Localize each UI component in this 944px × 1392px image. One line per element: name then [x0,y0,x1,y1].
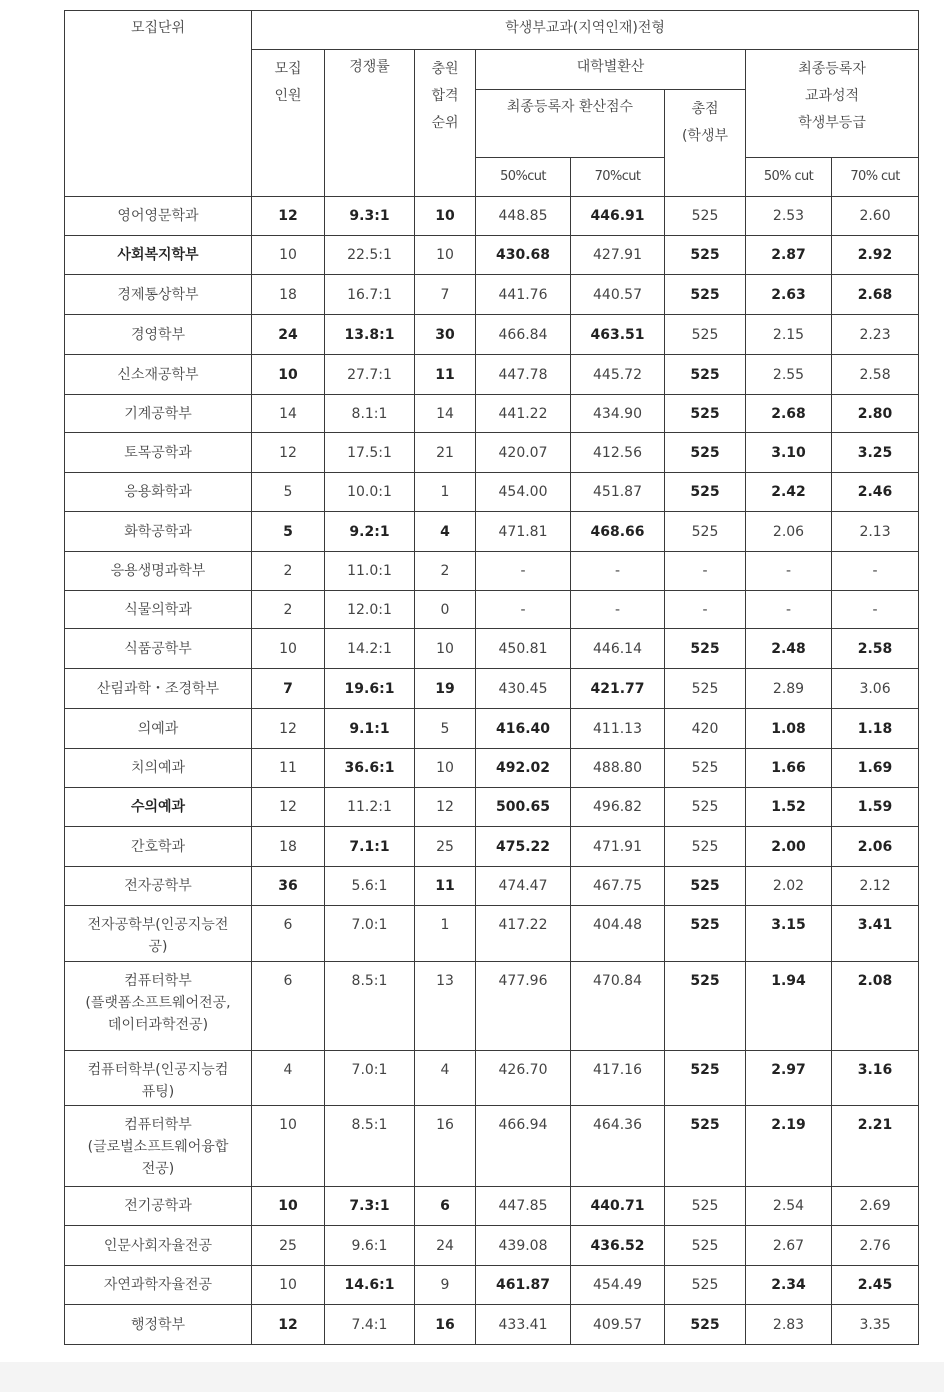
cell-additional-rank: 19 [415,669,476,709]
cell-grade-50cut: 1.94 [746,962,832,1051]
cell-total-score: 525 [665,867,746,906]
cell-additional-rank: 16 [415,1305,476,1345]
cell-unit-name: 경제통상학부 [65,275,252,315]
cell-grade-50cut: 1.08 [746,709,832,749]
cell-recruit-count: 4 [252,1051,325,1106]
cell-total-score: 525 [665,1106,746,1187]
cell-additional-rank: 5 [415,709,476,749]
cell-recruit-count: 2 [252,591,325,629]
table-row [65,433,919,473]
cell-competition-rate: 12.0:1 [325,591,415,629]
cell-total-score: 525 [665,962,746,1051]
table-row [65,906,919,962]
header-univ-conversion: 대학별환산 [476,50,746,90]
cell-total-score: 525 [665,1226,746,1266]
table-row [65,1187,919,1226]
cell-conv-70cut: - [571,591,665,629]
cell-grade-70cut: 2.60 [832,197,919,236]
cell-conv-50cut: 441.22 [476,395,571,433]
cell-unit-name: 인문사회자율전공 [65,1226,252,1266]
cell-recruit-count: 6 [252,962,325,1051]
cell-additional-rank: 21 [415,433,476,473]
cell-competition-rate: 11.0:1 [325,552,415,591]
cell-recruit-count: 18 [252,275,325,315]
table-row [65,1266,919,1305]
header-conv-70cut: 70%cut [571,158,665,197]
cell-recruit-count: 10 [252,629,325,669]
cell-competition-rate: 14.6:1 [325,1266,415,1305]
cell-conv-50cut: 420.07 [476,433,571,473]
header-final-grade: 최종등록자 교과성적 학생부등급 [746,50,919,158]
cell-unit-name: 식품공학부 [65,629,252,669]
cell-conv-50cut: 454.00 [476,473,571,512]
cell-total-score: 525 [665,749,746,788]
cell-grade-50cut: 2.42 [746,473,832,512]
cell-grade-70cut: 1.18 [832,709,919,749]
cell-additional-rank: 6 [415,1187,476,1226]
cell-conv-70cut: 488.80 [571,749,665,788]
cell-grade-70cut: 3.41 [832,906,919,962]
cell-grade-70cut: 3.25 [832,433,919,473]
cell-recruit-count: 5 [252,473,325,512]
cell-recruit-count: 12 [252,197,325,236]
cell-conv-50cut: 447.85 [476,1187,571,1226]
cell-recruit-count: 7 [252,669,325,709]
cell-competition-rate: 14.2:1 [325,629,415,669]
table-row [65,962,919,1051]
cell-grade-50cut: 2.34 [746,1266,832,1305]
cell-unit-name: 전자공학부(인공지능전 공) [65,906,252,962]
table-row [65,1106,919,1187]
cell-total-score: 525 [665,1305,746,1345]
header-grade-50cut: 50% cut [746,158,832,197]
table-row [65,749,919,788]
cell-grade-50cut: 2.15 [746,315,832,355]
table-row [65,315,919,355]
cell-competition-rate: 8.5:1 [325,962,415,1051]
cell-grade-70cut: 3.16 [832,1051,919,1106]
cell-unit-name: 자연과학자율전공 [65,1266,252,1305]
cell-grade-50cut: 2.19 [746,1106,832,1187]
cell-competition-rate: 9.1:1 [325,709,415,749]
cell-conv-70cut: 440.57 [571,275,665,315]
cell-additional-rank: 25 [415,827,476,867]
header-final-conversion-score: 최종등록자 환산점수 [476,90,665,158]
cell-conv-50cut: 474.47 [476,867,571,906]
cell-competition-rate: 22.5:1 [325,236,415,275]
cell-competition-rate: 7.1:1 [325,827,415,867]
cell-competition-rate: 11.2:1 [325,788,415,827]
cell-conv-70cut: 468.66 [571,512,665,552]
cell-total-score: 525 [665,1051,746,1106]
cell-competition-rate: 17.5:1 [325,433,415,473]
cell-grade-50cut: - [746,591,832,629]
table-row [65,197,919,236]
cell-conv-70cut: 496.82 [571,788,665,827]
cell-additional-rank: 14 [415,395,476,433]
cell-conv-70cut: 471.91 [571,827,665,867]
header-recruit-count: 모집 인원 [252,50,325,197]
cell-conv-50cut: 471.81 [476,512,571,552]
cell-grade-70cut: 2.58 [832,355,919,395]
cell-recruit-count: 36 [252,867,325,906]
cell-conv-70cut: 434.90 [571,395,665,433]
cell-unit-name: 컴퓨터학부 (글로벌소프트웨어융합 전공) [65,1106,252,1187]
cell-total-score: 525 [665,629,746,669]
cell-recruit-count: 25 [252,1226,325,1266]
cell-unit-name: 치의예과 [65,749,252,788]
cell-grade-50cut: 3.15 [746,906,832,962]
cell-grade-70cut: 2.92 [832,236,919,275]
cell-grade-70cut: 3.06 [832,669,919,709]
cell-unit-name: 기계공학부 [65,395,252,433]
cell-grade-50cut: 3.10 [746,433,832,473]
table-row [65,473,919,512]
cell-conv-70cut: 470.84 [571,962,665,1051]
cell-grade-70cut: 2.06 [832,827,919,867]
cell-recruit-count: 5 [252,512,325,552]
cell-competition-rate: 5.6:1 [325,867,415,906]
cell-total-score: - [665,591,746,629]
cell-total-score: 525 [665,236,746,275]
cell-competition-rate: 16.7:1 [325,275,415,315]
header-competition-rate: 경쟁률 [325,50,415,197]
cell-conv-70cut: 411.13 [571,709,665,749]
cell-conv-50cut: 477.96 [476,962,571,1051]
cell-conv-50cut: 430.68 [476,236,571,275]
cell-total-score: 525 [665,355,746,395]
cell-grade-50cut: 2.06 [746,512,832,552]
cell-total-score: 525 [665,788,746,827]
table-row [65,788,919,827]
cell-grade-50cut: 2.68 [746,395,832,433]
cell-conv-70cut: 421.77 [571,669,665,709]
cell-recruit-count: 14 [252,395,325,433]
cell-grade-70cut: 2.80 [832,395,919,433]
cell-unit-name: 응용생명과학부 [65,552,252,591]
cell-total-score: 525 [665,1187,746,1226]
cell-conv-70cut: 446.14 [571,629,665,669]
cell-recruit-count: 10 [252,236,325,275]
cell-competition-rate: 27.7:1 [325,355,415,395]
cell-grade-50cut: 2.02 [746,867,832,906]
cell-additional-rank: 30 [415,315,476,355]
table-row [65,1305,919,1345]
cell-conv-50cut: - [476,591,571,629]
cell-additional-rank: 1 [415,906,476,962]
header-total-score: 총점 (학생부 [665,90,746,197]
cell-recruit-count: 6 [252,906,325,962]
cell-grade-70cut: 1.69 [832,749,919,788]
cell-grade-50cut: 2.87 [746,236,832,275]
cell-additional-rank: 1 [415,473,476,512]
header-conv-50cut: 50%cut [476,158,571,197]
cell-grade-70cut: 2.58 [832,629,919,669]
cell-total-score: 525 [665,197,746,236]
header-admission-type: 학생부교과(지역인재)전형 [252,11,919,50]
cell-total-score: 525 [665,315,746,355]
table-row [65,827,919,867]
cell-unit-name: 영어영문학과 [65,197,252,236]
cell-additional-rank: 9 [415,1266,476,1305]
cell-conv-50cut: 466.94 [476,1106,571,1187]
cell-recruit-count: 24 [252,315,325,355]
cell-grade-70cut: - [832,552,919,591]
cell-recruit-count: 12 [252,709,325,749]
cell-grade-50cut: 2.83 [746,1305,832,1345]
cell-total-score: 525 [665,512,746,552]
cell-unit-name: 토목공학과 [65,433,252,473]
cell-unit-name: 행정학부 [65,1305,252,1345]
cell-competition-rate: 7.4:1 [325,1305,415,1345]
cell-unit-name: 전자공학부 [65,867,252,906]
cell-total-score: 525 [665,275,746,315]
cell-grade-70cut: - [832,591,919,629]
cell-unit-name: 화학공학과 [65,512,252,552]
cell-conv-70cut: 445.72 [571,355,665,395]
cell-grade-70cut: 2.68 [832,275,919,315]
cell-total-score: 525 [665,669,746,709]
header-unit: 모집단위 [65,11,252,197]
cell-grade-50cut: 2.00 [746,827,832,867]
cell-unit-name: 의예과 [65,709,252,749]
admission-results-table [64,10,919,1345]
cell-competition-rate: 9.3:1 [325,197,415,236]
cell-grade-50cut: 2.67 [746,1226,832,1266]
cell-unit-name: 전기공학과 [65,1187,252,1226]
cell-additional-rank: 13 [415,962,476,1051]
cell-total-score: 525 [665,906,746,962]
cell-conv-70cut: 467.75 [571,867,665,906]
cell-conv-70cut: 464.36 [571,1106,665,1187]
cell-additional-rank: 7 [415,275,476,315]
cell-conv-50cut: 441.76 [476,275,571,315]
cell-total-score: - [665,552,746,591]
cell-conv-70cut: 454.49 [571,1266,665,1305]
cell-competition-rate: 13.8:1 [325,315,415,355]
cell-conv-70cut: - [571,552,665,591]
cell-grade-70cut: 3.35 [832,1305,919,1345]
cell-competition-rate: 9.2:1 [325,512,415,552]
cell-conv-50cut: 439.08 [476,1226,571,1266]
cell-grade-50cut: - [746,552,832,591]
cell-additional-rank: 16 [415,1106,476,1187]
cell-additional-rank: 0 [415,591,476,629]
cell-grade-50cut: 2.48 [746,629,832,669]
cell-grade-50cut: 2.63 [746,275,832,315]
cell-conv-50cut: 492.02 [476,749,571,788]
cell-competition-rate: 8.5:1 [325,1106,415,1187]
cell-additional-rank: 10 [415,197,476,236]
cell-additional-rank: 10 [415,749,476,788]
cell-unit-name: 수의예과 [65,788,252,827]
cell-total-score: 525 [665,827,746,867]
cell-conv-50cut: 430.45 [476,669,571,709]
cell-grade-70cut: 2.13 [832,512,919,552]
cell-unit-name: 산림과학・조경학부 [65,669,252,709]
cell-competition-rate: 7.3:1 [325,1187,415,1226]
cell-competition-rate: 8.1:1 [325,395,415,433]
table-row [65,355,919,395]
table-row [65,629,919,669]
cell-unit-name: 컴퓨터학부(인공지능컴 퓨팅) [65,1051,252,1106]
cell-conv-50cut: 475.22 [476,827,571,867]
cell-grade-50cut: 2.53 [746,197,832,236]
table-row [65,1051,919,1106]
bottom-strip [0,1362,944,1392]
cell-unit-name: 경영학부 [65,315,252,355]
cell-grade-50cut: 2.55 [746,355,832,395]
cell-unit-name: 간호학과 [65,827,252,867]
cell-competition-rate: 9.6:1 [325,1226,415,1266]
cell-grade-70cut: 2.46 [832,473,919,512]
table-row [65,709,919,749]
cell-recruit-count: 10 [252,355,325,395]
cell-conv-70cut: 409.57 [571,1305,665,1345]
cell-conv-70cut: 440.71 [571,1187,665,1226]
cell-grade-50cut: 1.66 [746,749,832,788]
cell-grade-70cut: 2.08 [832,962,919,1051]
header-grade-70cut: 70% cut [832,158,919,197]
table-row [65,669,919,709]
cell-additional-rank: 11 [415,867,476,906]
cell-recruit-count: 10 [252,1106,325,1187]
cell-additional-rank: 4 [415,512,476,552]
cell-recruit-count: 12 [252,433,325,473]
cell-grade-70cut: 1.59 [832,788,919,827]
table-row [65,395,919,433]
cell-grade-70cut: 2.12 [832,867,919,906]
cell-unit-name: 식물의학과 [65,591,252,629]
cell-conv-50cut: 500.65 [476,788,571,827]
cell-conv-70cut: 427.91 [571,236,665,275]
cell-conv-70cut: 404.48 [571,906,665,962]
cell-recruit-count: 12 [252,1305,325,1345]
cell-conv-50cut: 450.81 [476,629,571,669]
table-body [65,197,919,1345]
cell-competition-rate: 19.6:1 [325,669,415,709]
cell-total-score: 525 [665,433,746,473]
cell-unit-name: 컴퓨터학부 (플랫폼소프트웨어전공, 데이터과학전공) [65,962,252,1051]
cell-grade-70cut: 2.45 [832,1266,919,1305]
table-row [65,1226,919,1266]
cell-recruit-count: 2 [252,552,325,591]
cell-grade-50cut: 2.97 [746,1051,832,1106]
cell-competition-rate: 36.6:1 [325,749,415,788]
cell-additional-rank: 12 [415,788,476,827]
cell-conv-70cut: 412.56 [571,433,665,473]
cell-unit-name: 응용화학과 [65,473,252,512]
table-row [65,591,919,629]
cell-unit-name: 신소재공학부 [65,355,252,395]
cell-conv-70cut: 446.91 [571,197,665,236]
cell-competition-rate: 7.0:1 [325,906,415,962]
cell-total-score: 525 [665,1266,746,1305]
cell-grade-70cut: 2.69 [832,1187,919,1226]
cell-conv-50cut: 466.84 [476,315,571,355]
cell-conv-50cut: 461.87 [476,1266,571,1305]
cell-additional-rank: 11 [415,355,476,395]
cell-recruit-count: 10 [252,1266,325,1305]
cell-conv-50cut: 417.22 [476,906,571,962]
table-row [65,236,919,275]
cell-conv-70cut: 463.51 [571,315,665,355]
cell-unit-name: 사회복지학부 [65,236,252,275]
cell-grade-70cut: 2.21 [832,1106,919,1187]
cell-grade-50cut: 2.89 [746,669,832,709]
cell-grade-70cut: 2.76 [832,1226,919,1266]
cell-additional-rank: 2 [415,552,476,591]
cell-conv-50cut: 433.41 [476,1305,571,1345]
cell-total-score: 525 [665,395,746,433]
cell-conv-70cut: 417.16 [571,1051,665,1106]
cell-additional-rank: 10 [415,629,476,669]
cell-recruit-count: 10 [252,1187,325,1226]
cell-additional-rank: 24 [415,1226,476,1266]
table-row [65,552,919,591]
cell-competition-rate: 10.0:1 [325,473,415,512]
header-additional-rank: 충원 합격 순위 [415,50,476,197]
table-row [65,275,919,315]
cell-conv-70cut: 451.87 [571,473,665,512]
cell-recruit-count: 11 [252,749,325,788]
cell-grade-70cut: 2.23 [832,315,919,355]
cell-conv-50cut: - [476,552,571,591]
cell-conv-50cut: 448.85 [476,197,571,236]
cell-grade-50cut: 2.54 [746,1187,832,1226]
cell-conv-50cut: 416.40 [476,709,571,749]
cell-conv-50cut: 447.78 [476,355,571,395]
table-row [65,867,919,906]
cell-conv-50cut: 426.70 [476,1051,571,1106]
cell-additional-rank: 4 [415,1051,476,1106]
cell-grade-50cut: 1.52 [746,788,832,827]
cell-recruit-count: 12 [252,788,325,827]
cell-additional-rank: 10 [415,236,476,275]
cell-recruit-count: 18 [252,827,325,867]
cell-total-score: 525 [665,473,746,512]
cell-total-score: 420 [665,709,746,749]
cell-conv-70cut: 436.52 [571,1226,665,1266]
cell-competition-rate: 7.0:1 [325,1051,415,1106]
table-row [65,512,919,552]
